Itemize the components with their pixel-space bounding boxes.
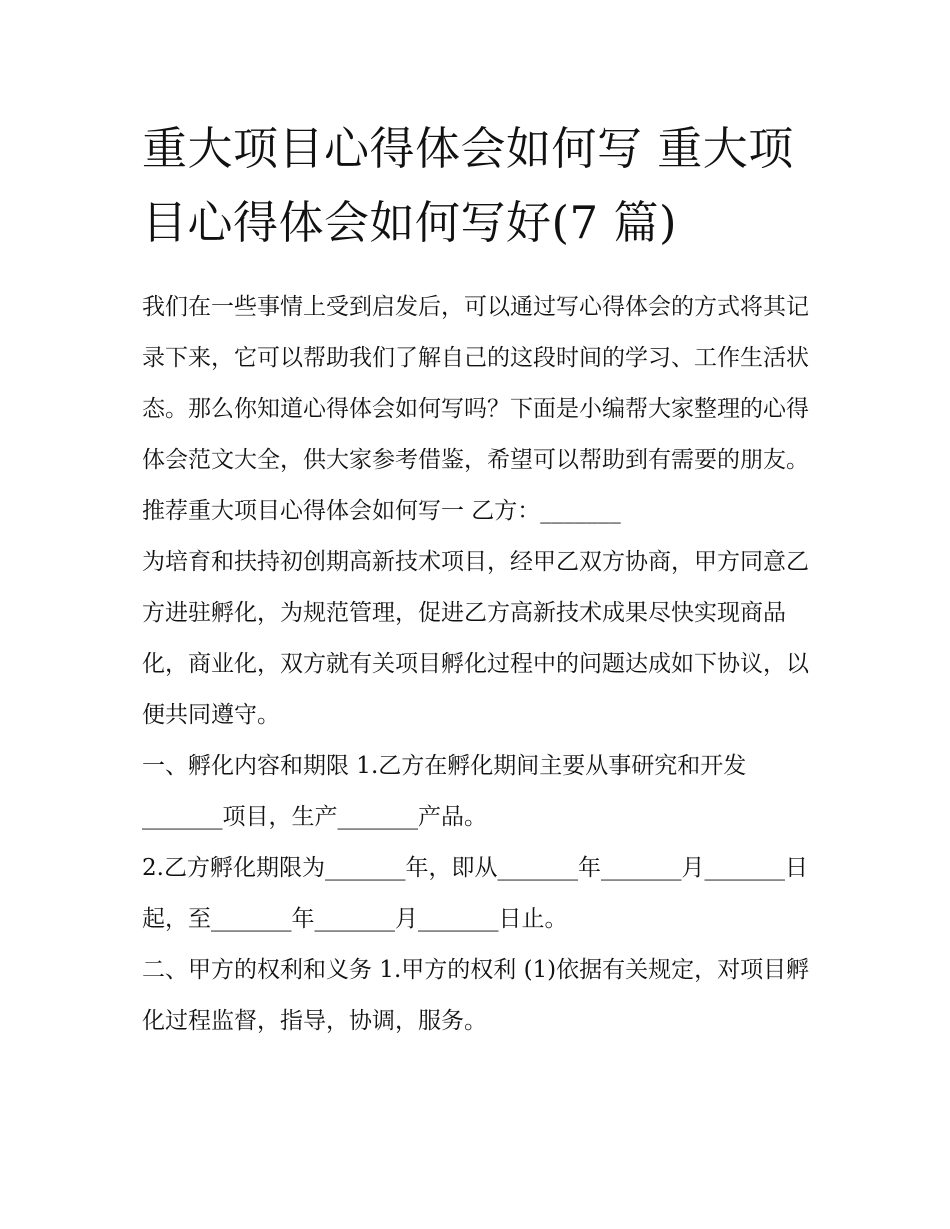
paragraph-recommend: 推荐重大项目心得体会如何写一 乙方：_______ [142, 498, 621, 524]
paragraph-section-one: 一、孵化内容和期限 1.乙方在孵化期间主要从事研究和开发_______项目，生产_______产品。 [142, 753, 747, 830]
paragraph-purpose: 为培育和扶持初创期高新技术项目，经甲乙双方协商，甲方同意乙方进驻孵化，为规范管理，促进乙方高新技术成果尽快实现商品化，商业化，双方就有关项目孵化过程中的问题达成如下协议，以便共同遵守。 [142, 549, 809, 728]
document-title: 重大项目心得体会如何写 重大项目心得体会如何写好(7 篇) [142, 122, 794, 249]
paragraph-period: 2.乙方孵化期限为_______年，即从_______年_______月_______日起，至_______年_______月_______日止。 [142, 855, 808, 932]
paragraph-intro: 我们在一些事情上受到启发后，可以通过写心得体会的方式将其记录下来，它可以帮助我们了解自己的这段时间的学习、工作生活状态。那么你知道心得体会如何写吗？下面是小编帮大家整理的心得体会范文大全，供大家参考借鉴，希望可以帮助到有需要的朋友。 [142, 294, 809, 473]
document-page [142, 112, 822, 1047]
paragraph-section-two: 二、甲方的权利和义务 1.甲方的权利 (1)依据有关规定，对项目孵化过程监督，指导，协调，服务。 [142, 957, 810, 1034]
